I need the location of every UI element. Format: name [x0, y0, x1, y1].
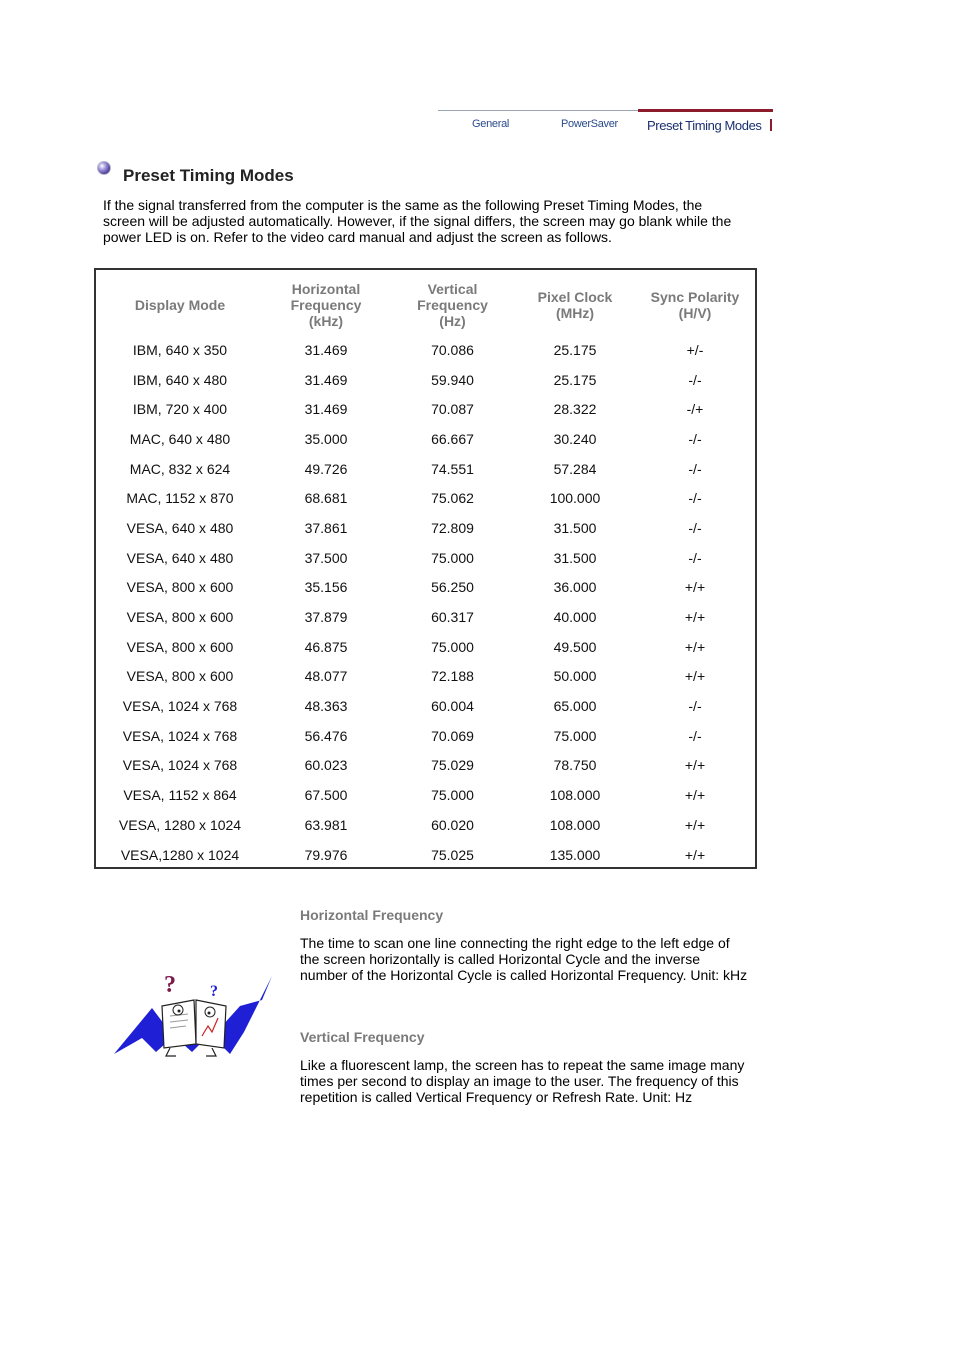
table-row [113, 335, 740, 365]
cell-display-mode: IBM, 720 x 400 [132, 401, 228, 418]
cell-display-mode: MAC, 832 x 624 [129, 460, 231, 477]
cell-sync-polarity: +/+ [684, 757, 706, 774]
cell-pixel-clock: 57.284 [553, 460, 597, 477]
table-row [113, 424, 740, 454]
timing-table [113, 275, 740, 869]
cell-display-mode: VESA, 640 x 480 [126, 519, 234, 536]
cell-pixel-clock: 108.000 [549, 816, 601, 833]
cell-display-mode: VESA, 1024 x 768 [122, 698, 238, 715]
header-sync-polarity: Sync Polarity (H/V) [650, 289, 740, 321]
horizontal-frequency-heading: Horizontal Frequency [300, 907, 444, 923]
cell-display-mode: VESA, 1024 x 768 [122, 757, 238, 774]
cell-horizontal-frequency: 63.981 [304, 816, 348, 833]
cell-horizontal-frequency: 68.681 [304, 490, 348, 507]
tab-general[interactable]: General [472, 118, 510, 130]
cell-pixel-clock: 30.240 [553, 430, 597, 447]
cell-horizontal-frequency: 67.500 [304, 787, 348, 804]
cell-pixel-clock: 65.000 [553, 698, 597, 715]
cell-display-mode: MAC, 1152 x 870 [126, 490, 234, 507]
table-header-row [113, 275, 740, 335]
cell-pixel-clock: 25.175 [553, 371, 597, 388]
table-row [113, 394, 740, 424]
cell-sync-polarity: -/- [688, 549, 702, 566]
table-row [113, 691, 740, 721]
cell-pixel-clock: 50.000 [553, 668, 597, 685]
cell-pixel-clock: 78.750 [553, 757, 597, 774]
header-display-mode: Display Mode [134, 297, 226, 313]
table-row [113, 454, 740, 484]
cell-vertical-frequency: 56.250 [431, 579, 474, 596]
cell-sync-polarity: -/- [688, 371, 702, 388]
cell-vertical-frequency: 70.086 [431, 341, 474, 358]
cell-horizontal-frequency: 48.363 [304, 698, 348, 715]
cell-pixel-clock: 25.175 [553, 341, 597, 358]
tab-powersaver[interactable]: PowerSaver [561, 118, 618, 130]
header-pixel-clock: Pixel Clock (MHz) [537, 289, 613, 321]
cell-sync-polarity: -/- [688, 460, 702, 477]
cell-sync-polarity: +/+ [684, 846, 706, 863]
cell-pixel-clock: 40.000 [553, 609, 597, 626]
cell-sync-polarity: -/+ [686, 401, 704, 418]
cell-pixel-clock: 36.000 [553, 579, 597, 596]
cell-display-mode: IBM, 640 x 480 [132, 371, 228, 388]
cell-sync-polarity: +/+ [684, 787, 706, 804]
cell-horizontal-frequency: 37.500 [304, 549, 348, 566]
table-row [113, 810, 740, 840]
cell-pixel-clock: 31.500 [553, 519, 597, 536]
cell-vertical-frequency: 75.062 [431, 490, 474, 507]
cell-horizontal-frequency: 79.976 [304, 846, 348, 863]
intro-paragraph: If the signal transferred from the computer is the same as the following Preset Timing Modes, the screen will be adjusted automatically. However, if the signal differs, the screen may go blank while the power LED is on. Refer to the video card manual and adjust the screen as follows. [103, 197, 732, 245]
cell-sync-polarity: -/- [688, 698, 702, 715]
cell-pixel-clock: 108.000 [549, 787, 601, 804]
table-row [113, 543, 740, 573]
table-row [113, 632, 740, 662]
bullet-icon [96, 160, 112, 176]
cell-display-mode: VESA, 800 x 600 [126, 668, 234, 685]
cell-vertical-frequency: 75.000 [431, 638, 474, 655]
cell-horizontal-frequency: 56.476 [304, 727, 348, 744]
cell-horizontal-frequency: 35.156 [304, 579, 348, 596]
cell-pixel-clock: 135.000 [549, 846, 601, 863]
cell-horizontal-frequency: 49.726 [304, 460, 348, 477]
cell-vertical-frequency: 74.551 [431, 460, 474, 477]
cell-vertical-frequency: 72.809 [431, 519, 474, 536]
header-vertical-frequency: Vertical Frequency (Hz) [417, 281, 488, 329]
cell-display-mode: VESA,1280 x 1024 [120, 846, 240, 863]
cell-pixel-clock: 31.500 [553, 549, 597, 566]
cell-vertical-frequency: 75.025 [431, 846, 474, 863]
cell-horizontal-frequency: 35.000 [304, 430, 348, 447]
tab-preset-timing-modes[interactable]: Preset Timing Modes [647, 118, 762, 133]
cell-vertical-frequency: 66.667 [431, 430, 474, 447]
cell-vertical-frequency: 60.004 [431, 698, 474, 715]
table-row [113, 780, 740, 810]
cell-pixel-clock: 75.000 [553, 727, 597, 744]
svg-text:?: ? [210, 983, 218, 1000]
timing-table-frame [94, 268, 757, 869]
cell-vertical-frequency: 75.000 [431, 787, 474, 804]
cell-sync-polarity: +/- [686, 341, 704, 358]
cell-horizontal-frequency: 37.879 [304, 609, 348, 626]
cell-display-mode: VESA, 800 x 600 [126, 609, 234, 626]
table-row [113, 365, 740, 395]
page-title: Preset Timing Modes [123, 166, 294, 185]
cell-sync-polarity: -/- [688, 727, 702, 744]
cell-vertical-frequency: 59.940 [431, 371, 474, 388]
cell-display-mode: IBM, 640 x 350 [132, 341, 228, 358]
table-row [113, 751, 740, 781]
cell-vertical-frequency: 75.000 [431, 549, 474, 566]
svg-text:?: ? [164, 972, 176, 998]
cell-sync-polarity: +/+ [684, 668, 706, 685]
cell-vertical-frequency: 60.317 [431, 609, 474, 626]
table-row [113, 483, 740, 513]
table-row [113, 513, 740, 543]
tab-edge [770, 119, 772, 131]
confused-book-illustration [112, 970, 274, 1060]
cell-horizontal-frequency: 31.469 [304, 401, 348, 418]
horizontal-frequency-text: The time to scan one line connecting the right edge to the left edge of the screen horizontally is called Horizontal Cycle and the inverse number of the Horizontal Cycle is called Horizontal Frequency. Unit: kHz [300, 935, 748, 983]
vertical-frequency-heading: Vertical Frequency [300, 1029, 425, 1045]
cell-sync-polarity: +/+ [684, 609, 706, 626]
cell-horizontal-frequency: 60.023 [304, 757, 348, 774]
table-row [113, 721, 740, 751]
cell-display-mode: VESA, 800 x 600 [126, 638, 234, 655]
vertical-frequency-text: Like a fluorescent lamp, the screen has to repeat the same image many times per second to display an image to the user. The frequency of this repetition is called Vertical Frequency or Refresh Rate. Unit: Hz [300, 1057, 745, 1105]
cell-pixel-clock: 100.000 [549, 490, 601, 507]
cell-display-mode: MAC, 640 x 480 [129, 430, 231, 447]
cell-sync-polarity: -/- [688, 519, 702, 536]
tab-divider-line [438, 110, 638, 111]
cell-sync-polarity: +/+ [684, 816, 706, 833]
cell-sync-polarity: -/- [688, 490, 702, 507]
cell-display-mode: VESA, 1280 x 1024 [118, 816, 242, 833]
cell-horizontal-frequency: 31.469 [304, 341, 348, 358]
header-horizontal-frequency: Horizontal Frequency (kHz) [290, 281, 362, 329]
table-row [113, 662, 740, 692]
cell-display-mode: VESA, 1024 x 768 [122, 727, 238, 744]
cell-horizontal-frequency: 37.861 [304, 519, 348, 536]
cell-vertical-frequency: 70.087 [431, 401, 474, 418]
tab-bar [438, 109, 773, 139]
cell-horizontal-frequency: 46.875 [304, 638, 348, 655]
cell-sync-polarity: +/+ [684, 579, 706, 596]
cell-display-mode: VESA, 1152 x 864 [123, 787, 237, 804]
cell-sync-polarity: +/+ [684, 638, 706, 655]
cell-horizontal-frequency: 31.469 [304, 371, 348, 388]
cell-pixel-clock: 49.500 [553, 638, 597, 655]
timing-table-body [113, 335, 740, 869]
active-tab-indicator [638, 109, 773, 112]
cell-vertical-frequency: 60.020 [431, 816, 474, 833]
table-row [113, 840, 740, 870]
cell-pixel-clock: 28.322 [553, 401, 597, 418]
cell-display-mode: VESA, 800 x 600 [126, 579, 234, 596]
cell-vertical-frequency: 70.069 [431, 727, 474, 744]
cell-sync-polarity: -/- [688, 430, 702, 447]
cell-horizontal-frequency: 48.077 [304, 668, 348, 685]
cell-vertical-frequency: 72.188 [431, 668, 474, 685]
cell-vertical-frequency: 75.029 [431, 757, 474, 774]
table-row [113, 602, 740, 632]
cell-display-mode: VESA, 640 x 480 [126, 549, 234, 566]
table-row [113, 573, 740, 603]
